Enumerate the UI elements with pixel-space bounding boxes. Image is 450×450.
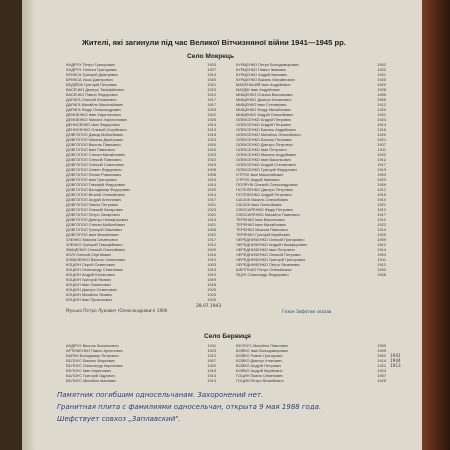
birth-year: 1914 <box>377 122 386 127</box>
person-name: ВАСЕЧКО Павло Федорович <box>66 92 118 97</box>
person-name: АРТЕМЕНКО Павло Арсенович <box>66 348 123 353</box>
person-name: ПОПРУЖ Олексій Олександрович <box>236 182 298 187</box>
person-name: ДОВГОПОЛ Давид Мойсейович <box>66 132 124 137</box>
side-year: 1913 <box>390 363 401 368</box>
person-name: ДАРАГА Олексій Юліанович <box>66 97 117 102</box>
birth-year: 1912 <box>377 217 386 222</box>
handwritten-entry-right: Гезон Зафотин сказав <box>282 309 332 314</box>
person-name: БЕЛОУС Михайло Іванович <box>66 378 117 383</box>
birth-year: 1907 <box>207 67 216 72</box>
birth-year: 1909 <box>377 182 386 187</box>
name-row <box>236 272 386 277</box>
birth-year: 1911 <box>377 147 386 152</box>
person-name: ДОВГОПОЛ Володимир Федорович <box>66 187 131 192</box>
birth-year: 1925 <box>207 117 216 122</box>
person-name: ОЛЕКСЕНКО Михайло Олексійович <box>236 132 301 137</box>
person-name: ДОВГОПОЛ Іван Павлович <box>66 147 115 152</box>
person-name: ОЛЕКСЕНКО Микола Андрійович <box>236 152 297 157</box>
birth-year: 1926 <box>377 87 386 92</box>
page-title: Жителі, які загинули під час Великої Вітчизняної війни 1941—1945 рр. <box>82 38 346 47</box>
person-name: ШЕПІТЬКО Петро Олексійович <box>236 267 292 272</box>
person-name: ЧЕРЕДНИЧЕНКО Олексій Петрович <box>236 252 302 257</box>
person-name: МИЩЕНКО Олекса Васильович <box>236 92 294 97</box>
birth-year: 1925 <box>377 77 386 82</box>
person-name: БРИКСА Григорій Дмитрович <box>66 72 119 77</box>
memorial-book-page <box>22 0 422 450</box>
birth-year: 1918 <box>207 282 216 287</box>
birth-year: 1912 <box>377 242 386 247</box>
birth-year: 1915 <box>207 177 216 182</box>
birth-year: 1914 <box>207 373 216 378</box>
birth-year: 1922 <box>207 112 216 117</box>
birth-year: 1922 <box>207 232 216 237</box>
person-name: ЧЕРЕДНИЧЕНКО Григорій Григорович <box>236 257 306 262</box>
birth-year: 1916 <box>207 252 216 257</box>
mokrets-right-column <box>236 62 386 277</box>
birth-year: 1920 <box>377 232 386 237</box>
person-name: ДОВГОПОЛ Віталій Олексійович <box>66 192 125 197</box>
person-name: КОЛІ Олексій Сергійович <box>66 252 112 257</box>
person-name: ЧЕРЕДНИЧЕНКО Петро Яковлевич <box>236 262 301 267</box>
person-name: ДОВГОПОЛ Олексій Павлович <box>66 157 122 162</box>
person-name: БОЙКО Павло Григорович <box>236 353 284 358</box>
person-name: КОЦЮН Григорій Якович <box>66 277 111 282</box>
birth-year: 1923 <box>207 87 216 92</box>
birth-year: 1908 <box>377 272 386 277</box>
birth-year: 1920 <box>207 187 216 192</box>
birth-year: 1920 <box>377 107 386 112</box>
birth-year: 1912 <box>377 102 386 107</box>
birth-year: 1907 <box>377 373 386 378</box>
mokrets-left-column <box>66 62 216 302</box>
person-name: КУЯЦЕНКО Андрій Іванович <box>236 72 288 77</box>
birth-year: 1903 <box>207 107 216 112</box>
person-name: КОВАЛЕНКО Василь Семенович <box>66 257 126 262</box>
person-name: КОЦЮН Дмитро Семенович <box>66 287 118 292</box>
person-name: ДАРАГА Федір Олександрович <box>66 107 122 112</box>
person-name: САСЮК Василь Олексійович <box>236 197 289 202</box>
person-name: ДОВГОПОЛ Тимофій Федорович <box>66 182 126 187</box>
person-name: ОЛЕКСЕНКО Іван Васильович <box>236 157 292 162</box>
person-name: ДЕМЧЕНКО Іван Харитонович <box>66 112 121 117</box>
birth-year: 1912 <box>207 353 216 358</box>
person-name: БЕДІЙОК Григорій Петрович <box>66 82 118 87</box>
person-name: ВАСЕЧКО Дмитро Тимофійович <box>66 87 124 92</box>
birth-year: 1919 <box>377 167 386 172</box>
birth-year: 1923 <box>207 292 216 297</box>
birth-year: 1925 <box>377 378 386 383</box>
birth-year: 1902 <box>377 267 386 272</box>
birth-year: 1923 <box>377 368 386 373</box>
page-gutter-shadow <box>22 0 36 450</box>
person-name: ГОЦИН Павло Семенович <box>236 373 284 378</box>
birth-year: 1903 <box>207 262 216 267</box>
birth-year: 1920 <box>207 297 216 302</box>
birth-year: 1922 <box>377 67 386 72</box>
person-name: ДОВГОПОЛ Павло Петрович <box>66 202 119 207</box>
birth-year: 1914 <box>377 358 386 363</box>
birth-year: 1914 <box>207 192 216 197</box>
person-name: ОЛЕКСЕНКО Андрій Петрович <box>236 117 292 122</box>
birth-year: 1923 <box>207 152 216 157</box>
side-year: 1944 <box>390 358 401 363</box>
person-name: КОЦЮН Іван Семенович <box>66 282 111 287</box>
person-name: АНДРУХ Олекса Григорович <box>66 67 118 72</box>
birth-year: 1906 <box>377 97 386 102</box>
person-name: ДЕНИСЕНКО Олексій Сергійович <box>66 127 127 132</box>
birth-year: 1903 <box>377 252 386 257</box>
person-name: ДОВГОПОЛ Семен Федорович <box>66 167 122 172</box>
birth-year: 1907 <box>207 358 216 363</box>
birth-year: 1917 <box>207 197 216 202</box>
person-name: ОЛЕКСЕНКО Іван Петрович <box>236 147 287 152</box>
birth-year: 1923 <box>207 207 216 212</box>
birth-year: 1921 <box>377 137 386 142</box>
person-name: ДОВГОПОЛ Пилип Романович <box>66 172 122 177</box>
person-name: ОЛЕКСЕНКО Андрій Петрович <box>236 122 292 127</box>
birth-year: 1912 <box>207 242 216 247</box>
person-name: БЕЛОУС Олександр Кирилович <box>66 363 124 368</box>
birth-year: 1911 <box>377 257 386 262</box>
birth-year: 1921 <box>207 202 216 207</box>
birth-year: 1922 <box>377 222 386 227</box>
person-name: ОЛЕКСЕНКО Василь Петрович <box>236 137 293 142</box>
birth-year: 1921 <box>207 222 216 227</box>
person-name: ДОВГОПОЛ Микола Дмитрович <box>66 137 124 142</box>
person-name: ІВАЩЕНКО Олексій Олексійович <box>66 247 126 252</box>
birth-year: 1923 <box>377 177 386 182</box>
birth-year: 1903 <box>207 62 216 67</box>
birth-year: 1925 <box>207 287 216 292</box>
birth-year: 1909 <box>207 277 216 282</box>
birth-year: 1915 <box>207 368 216 373</box>
name-row <box>66 378 216 383</box>
birth-year: 1923 <box>207 348 216 353</box>
birth-year: 1921 <box>207 82 216 87</box>
note-line-3: Шефствует совхоз „Заплавский". <box>57 415 181 423</box>
person-name: ДОВГОПОЛ Дмитро Никифорович <box>66 217 129 222</box>
birth-year: 1917 <box>377 212 386 217</box>
birth-year: 1921 <box>207 212 216 217</box>
name-row <box>66 297 216 302</box>
birth-year: 1905 <box>377 348 386 353</box>
person-name: ЗЛЕНКО Микола Семенович <box>66 237 118 242</box>
birth-year: 1911 <box>207 343 216 348</box>
person-name: ЗЛЕНКО Григорій Тимофійович <box>66 242 123 247</box>
person-name: ПОТЕЛЕНКО Андрій Петрович <box>236 192 292 197</box>
birth-year: 1914 <box>207 72 216 77</box>
person-name: КОЦЮН Михайло Якович <box>66 292 113 297</box>
person-name: ДОВГОПОЛ Степан Мойсейович <box>66 222 126 227</box>
birth-year: 1919 <box>377 192 386 197</box>
birth-year: 1910 <box>377 197 386 202</box>
birth-year: 1905 <box>207 167 216 172</box>
person-name: ОТРОХ Іван Миколайович <box>236 172 284 177</box>
person-name: ОЛЕКСЕНКО Андрій Степанович <box>236 162 296 167</box>
birth-year: 1916 <box>377 127 386 132</box>
person-name: БРИКСА Ілько Дмитрович <box>66 77 113 82</box>
person-name: КУЯЦЕНКО Павло Іванович <box>236 67 287 72</box>
person-name: МИЩЕНКО Андрій Олексійович <box>236 112 294 117</box>
bervytsia-left-column <box>66 343 216 383</box>
birth-year: 1910 <box>207 257 216 262</box>
book-binding <box>422 0 450 450</box>
person-name: ДОВГОПОЛ Іван Михайлович <box>66 232 120 237</box>
name-row <box>236 378 386 383</box>
person-name: ТЕРЕНКО Іван Михайлович <box>236 222 287 227</box>
person-name: ДОВГОПОЛ Петро Захарович <box>66 212 120 217</box>
person-name: САСЮК Іван Олексійович <box>236 202 283 207</box>
person-name: ЧЕРЕДНИЧЕНКО Іван Петрович <box>236 247 295 252</box>
birth-year: 1920 <box>377 132 386 137</box>
birth-year: 1921 <box>377 202 386 207</box>
birth-year: 1914 <box>207 122 216 127</box>
person-name: БАЛОУС Григорій Одрович <box>66 373 115 378</box>
birth-year: 1917 <box>207 237 216 242</box>
person-name: КУЯЦЕНКО Василь Михайлович <box>236 77 295 82</box>
handwritten-side-years <box>390 353 401 368</box>
handwritten-date: 28.07.1943 <box>196 304 222 309</box>
person-name: КОЦЮН Андрій Юліанович <box>66 272 115 277</box>
person-name: ДОВГОПОЛ Григорій Павлович <box>66 227 123 232</box>
birth-year: 1902 <box>207 363 216 368</box>
birth-year: 1902 <box>377 353 386 358</box>
birth-year: 1912 <box>377 157 386 162</box>
person-name: БОЙКО Дмитро Ігнатович <box>236 358 283 363</box>
birth-year: 1907 <box>377 142 386 147</box>
person-name: ГОЦИН Петро Віталійович <box>236 378 284 383</box>
birth-year: 1917 <box>207 102 216 107</box>
birth-year: 1913 <box>377 262 386 267</box>
person-name: ТЕРЕНКО Григорій Мусійович <box>236 232 290 237</box>
birth-year: 1909 <box>377 343 386 348</box>
person-name: БЕЛОУС Михайло Павлович <box>236 343 288 348</box>
birth-year: 1903 <box>377 172 386 177</box>
person-name: БОЙКО Андрій Петрович <box>236 363 282 368</box>
birth-year: 1913 <box>207 378 216 383</box>
birth-year: 1917 <box>207 97 216 102</box>
birth-year: 1915 <box>207 267 216 272</box>
side-year: 1941 <box>390 353 401 358</box>
person-name: КОЦЮН Сергій Семенович <box>66 262 116 267</box>
birth-year: 1914 <box>207 182 216 187</box>
person-name: ТЕРЕНКО Іван Васильович <box>236 217 286 222</box>
birth-year: 1908 <box>207 227 216 232</box>
person-name: ДЕМЧЕНКО Микола Харитонович <box>66 117 128 122</box>
birth-year: 1914 <box>207 217 216 222</box>
person-name: ДОВГОПОЛ Олексій Семенович <box>66 162 125 167</box>
person-name: ДОВГОПОЛ Степан Михайлович <box>66 152 126 157</box>
note-line-2: Гранитная плита с фамилиями односельчан, открыта 9 мая 1988 года. <box>57 403 322 411</box>
person-name: БЕЛОУС Іван Кирилович <box>66 368 112 373</box>
birth-year: 1912 <box>207 92 216 97</box>
birth-year: 1921 <box>377 72 386 77</box>
birth-year: 1914 <box>377 247 386 252</box>
birth-year: 1920 <box>377 82 386 87</box>
person-name: БОЙКО Іван Володимирович <box>236 348 289 353</box>
person-name: БАРАН Володимир Петрович <box>66 353 119 358</box>
bervytsia-right-column <box>236 343 386 383</box>
birth-year: 1924 <box>377 117 386 122</box>
birth-year: 1912 <box>377 207 386 212</box>
person-name: МИЩЕНКО Дмитро Калинович <box>236 97 292 102</box>
person-name: ЯЦУК Олександр Федорович <box>236 272 289 277</box>
birth-year: 1917 <box>377 162 386 167</box>
person-name: ТЕРЕНКО Микола Павлович <box>236 227 288 232</box>
person-name: МИЩЕНКО Федір Михайлович <box>236 107 292 112</box>
birth-year: 1921 <box>377 112 386 117</box>
handwritten-entry-left: Мусько Петро Лукович (Олександрович) 1906 <box>66 308 168 313</box>
person-name: ЧЕРЕДНИЧЕНКО Андрій Никифорович <box>236 242 308 247</box>
person-name: ОЛЕКСЕНКО Дмитро Петрович <box>236 142 293 147</box>
birth-year: 1921 <box>377 363 386 368</box>
person-name: ЧЕРЕДНИЧЕНКО Олексій Григорович <box>236 237 305 242</box>
birth-year: 1909 <box>207 247 216 252</box>
section-title-bervytsia: Село Бервиця <box>204 333 251 340</box>
birth-year: 1909 <box>377 237 386 242</box>
birth-year: 1918 <box>207 132 216 137</box>
person-name: МАЛЕНЬКИЙ Іван Андрійович <box>236 82 291 87</box>
person-name: АНДРУХ Петро Григорович <box>66 62 116 67</box>
birth-year: 1912 <box>377 187 386 192</box>
person-name: МАГДІК Іван Андрійович <box>236 87 280 92</box>
birth-year: 1905 <box>377 92 386 97</box>
birth-year: 1920 <box>207 142 216 147</box>
person-name: КОЦЮН Іван Прокопович <box>66 297 113 302</box>
person-name: ДОВГОПОЛ Василь Павлович <box>66 142 121 147</box>
birth-year: 1919 <box>207 272 216 277</box>
birth-year: 1914 <box>377 227 386 232</box>
person-name: КУЯЦЕНКО Петро Володимирович <box>236 62 300 67</box>
person-name: АНДРУХ Василь Васильович <box>66 343 119 348</box>
person-name: ДОВГОПОЛ Андрій Антонович <box>66 197 122 202</box>
birth-year: 1913 <box>207 127 216 132</box>
birth-year: 1915 <box>207 162 216 167</box>
person-name: ДАРАГА Михайло Миколайович <box>66 102 124 107</box>
person-name: ОТРОХ Андрій Іванович <box>236 177 280 182</box>
note-line-1: Памятник погибшим односельчанам. Захоронений нет. <box>57 391 264 399</box>
birth-year: 1908 <box>207 172 216 177</box>
person-name: ОЛЕКСЕНКО Василь Андрійович <box>236 127 296 132</box>
section-title-mokrets: Село Мокрець <box>187 53 235 60</box>
birth-year: 1920 <box>207 77 216 82</box>
person-name: ДОВГОПОЛ Іван Григорович <box>66 177 118 182</box>
birth-year: 1923 <box>207 137 216 142</box>
person-name: СЛЮСАРЕНКО Федір Петрович <box>236 207 294 212</box>
person-name: ПОТЕЛЕНКО Дмитро Петрович <box>236 187 293 192</box>
birth-year: 1902 <box>377 62 386 67</box>
person-name: ДЕНИСЕНКО Іван Федорович <box>66 122 120 127</box>
birth-year: 1922 <box>377 152 386 157</box>
person-name: МИЩЕНКО Іван Степанович <box>236 102 288 107</box>
person-name: СЛЮСАРЕНКО Михайло Павлович <box>236 212 300 217</box>
person-name: ДОВГОПОЛ Олексій Захарович <box>66 207 123 212</box>
birth-year: 1922 <box>207 157 216 162</box>
birth-year: 1915 <box>207 147 216 152</box>
person-name: ОЛЕКСЕНКО Григорій Федорович <box>236 167 297 172</box>
person-name: БОЙКО Андрій Мусійович <box>236 368 283 373</box>
person-name: БЕЛОУС Василь Маркович <box>66 358 116 363</box>
person-name: КОЦЮН Олександр Семенович <box>66 267 124 272</box>
